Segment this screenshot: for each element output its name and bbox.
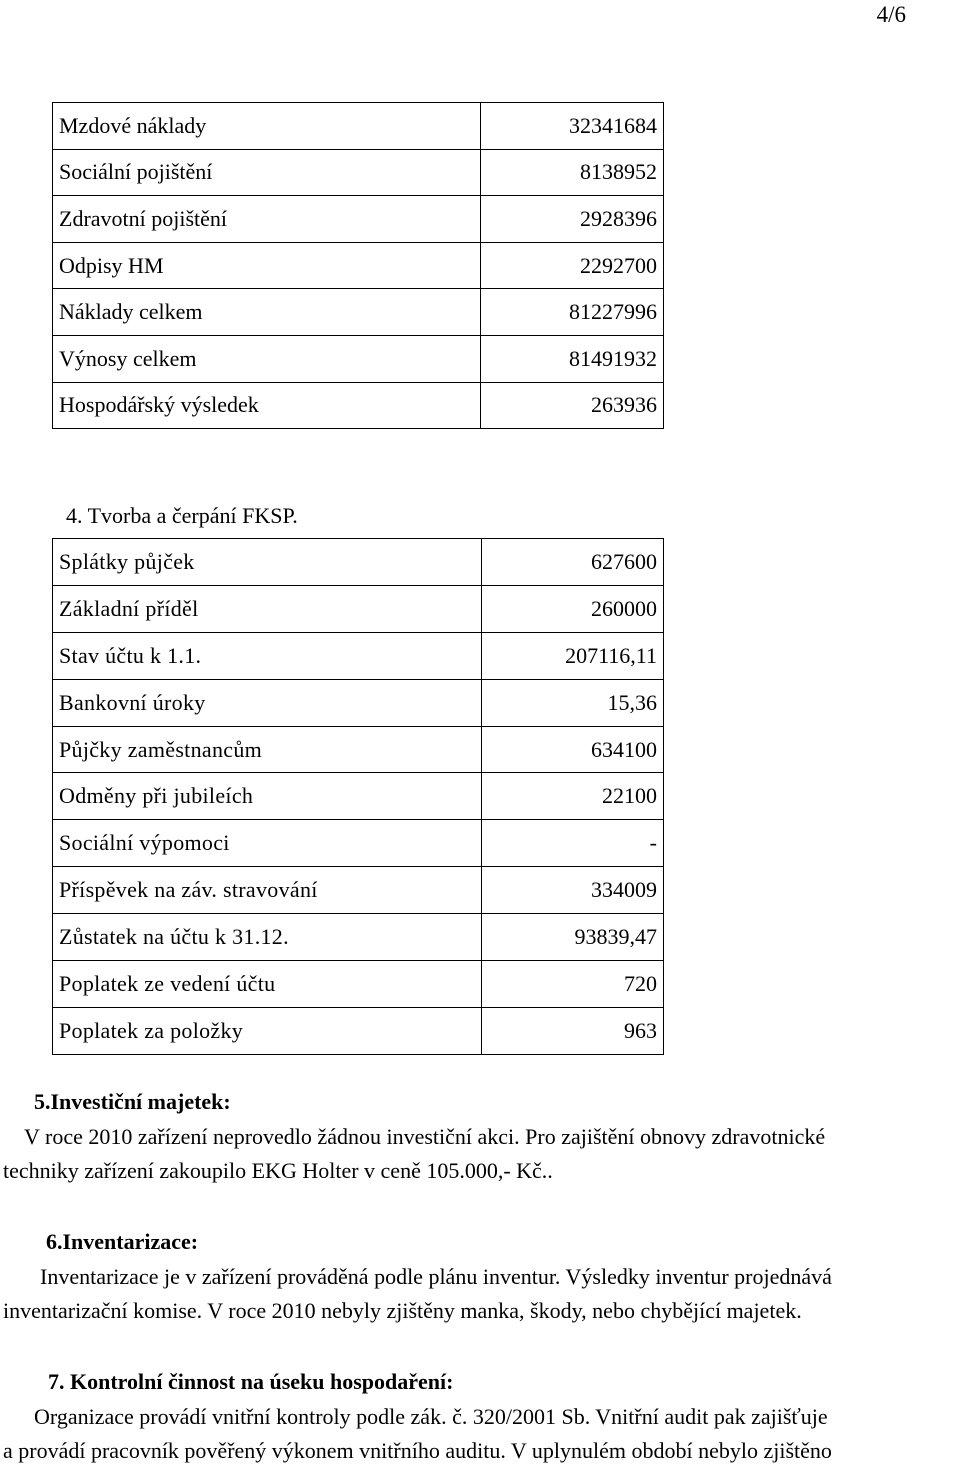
row-label: Sociální pojištění: [53, 149, 481, 196]
row-label: Příspěvek na záv. stravování: [53, 867, 482, 914]
row-value: 81227996: [481, 289, 664, 336]
fksp-row: [53, 820, 664, 867]
row-value: 2928396: [481, 196, 664, 243]
inventory-heading: 6.Inventarizace:: [46, 1229, 199, 1254]
row-value: 32341684: [481, 103, 664, 150]
row-value: 22100: [482, 773, 664, 820]
fksp-row: [53, 679, 664, 726]
cost-row: [53, 103, 664, 150]
fksp-row: [53, 539, 664, 586]
row-label: Splátky půjček: [53, 539, 482, 586]
cost-row: [53, 196, 664, 243]
row-value: 207116,11: [482, 632, 664, 679]
investment-heading: 5.Investiční majetek:: [34, 1089, 231, 1114]
inventory-text-line: inventarizační komise. V roce 2010 nebyly zjištěny manka, škody, nebo chybějící majetek.: [3, 1298, 802, 1323]
row-value: 963: [482, 1007, 664, 1054]
row-label: Zdravotní pojištění: [53, 196, 481, 243]
row-value: 334009: [482, 867, 664, 914]
row-label: Stav účtu k 1.1.: [53, 632, 482, 679]
fksp-row: [53, 914, 664, 961]
row-label: Hospodářský výsledek: [53, 382, 481, 429]
row-value: 720: [482, 961, 664, 1008]
row-value: 8138952: [481, 149, 664, 196]
fksp-row: [53, 632, 664, 679]
row-label: Odměny při jubileích: [53, 773, 482, 820]
row-value: 634100: [482, 726, 664, 773]
cost-row: [53, 289, 664, 336]
cost-row: [53, 149, 664, 196]
row-value: 2292700: [481, 242, 664, 289]
row-label: Náklady celkem: [53, 289, 481, 336]
row-label: Sociální výpomoci: [53, 820, 482, 867]
fksp-table: [52, 538, 664, 1055]
row-label: Výnosy celkem: [53, 335, 481, 382]
row-value: 260000: [482, 585, 664, 632]
cost-summary-table: [52, 102, 664, 429]
fksp-row: [53, 726, 664, 773]
row-label: Mzdové náklady: [53, 103, 481, 150]
row-label: Základní příděl: [53, 585, 482, 632]
fksp-row: [53, 867, 664, 914]
cost-row: [53, 242, 664, 289]
row-label: Odpisy HM: [53, 242, 481, 289]
fksp-row: [53, 585, 664, 632]
control-text-line: a provádí pracovník pověřený výkonem vnitřního auditu. V uplynulém období nebylo zjištěno: [3, 1438, 832, 1463]
fksp-row: [53, 961, 664, 1008]
investment-text-line: V roce 2010 zařízení neprovedlo žádnou investiční akci. Pro zajištění obnovy zdravotnické: [24, 1124, 826, 1149]
row-value: -: [482, 820, 664, 867]
row-label: Bankovní úroky: [53, 679, 482, 726]
row-value: 15,36: [482, 679, 664, 726]
row-value: 81491932: [481, 335, 664, 382]
control-text-line: Organizace provádí vnitřní kontroly podle zák. č. 320/2001 Sb. Vnitřní audit pak zajišťuje: [34, 1404, 828, 1429]
cost-row: [53, 382, 664, 429]
fksp-row: [53, 1007, 664, 1054]
cost-row: [53, 335, 664, 382]
fksp-heading: 4. Tvorba a čerpání FKSP.: [66, 503, 298, 528]
fksp-row: [53, 773, 664, 820]
row-label: Půjčky zaměstnancům: [53, 726, 482, 773]
inventory-text-line: Inventarizace je v zařízení prováděná podle plánu inventur. Výsledky inventur projednává: [40, 1264, 832, 1289]
row-label: Poplatek ze vedení účtu: [53, 961, 482, 1008]
row-value: 263936: [481, 382, 664, 429]
row-value: 93839,47: [482, 914, 664, 961]
row-value: 627600: [482, 539, 664, 586]
row-label: Poplatek za položky: [53, 1007, 482, 1054]
page-number: 4/6: [876, 2, 906, 27]
row-label: Zůstatek na účtu k 31.12.: [53, 914, 482, 961]
investment-text-line: techniky zařízení zakoupilo EKG Holter v ceně 105.000,- Kč..: [3, 1158, 553, 1183]
control-heading: 7. Kontrolní činnost na úseku hospodaření:: [48, 1369, 454, 1394]
